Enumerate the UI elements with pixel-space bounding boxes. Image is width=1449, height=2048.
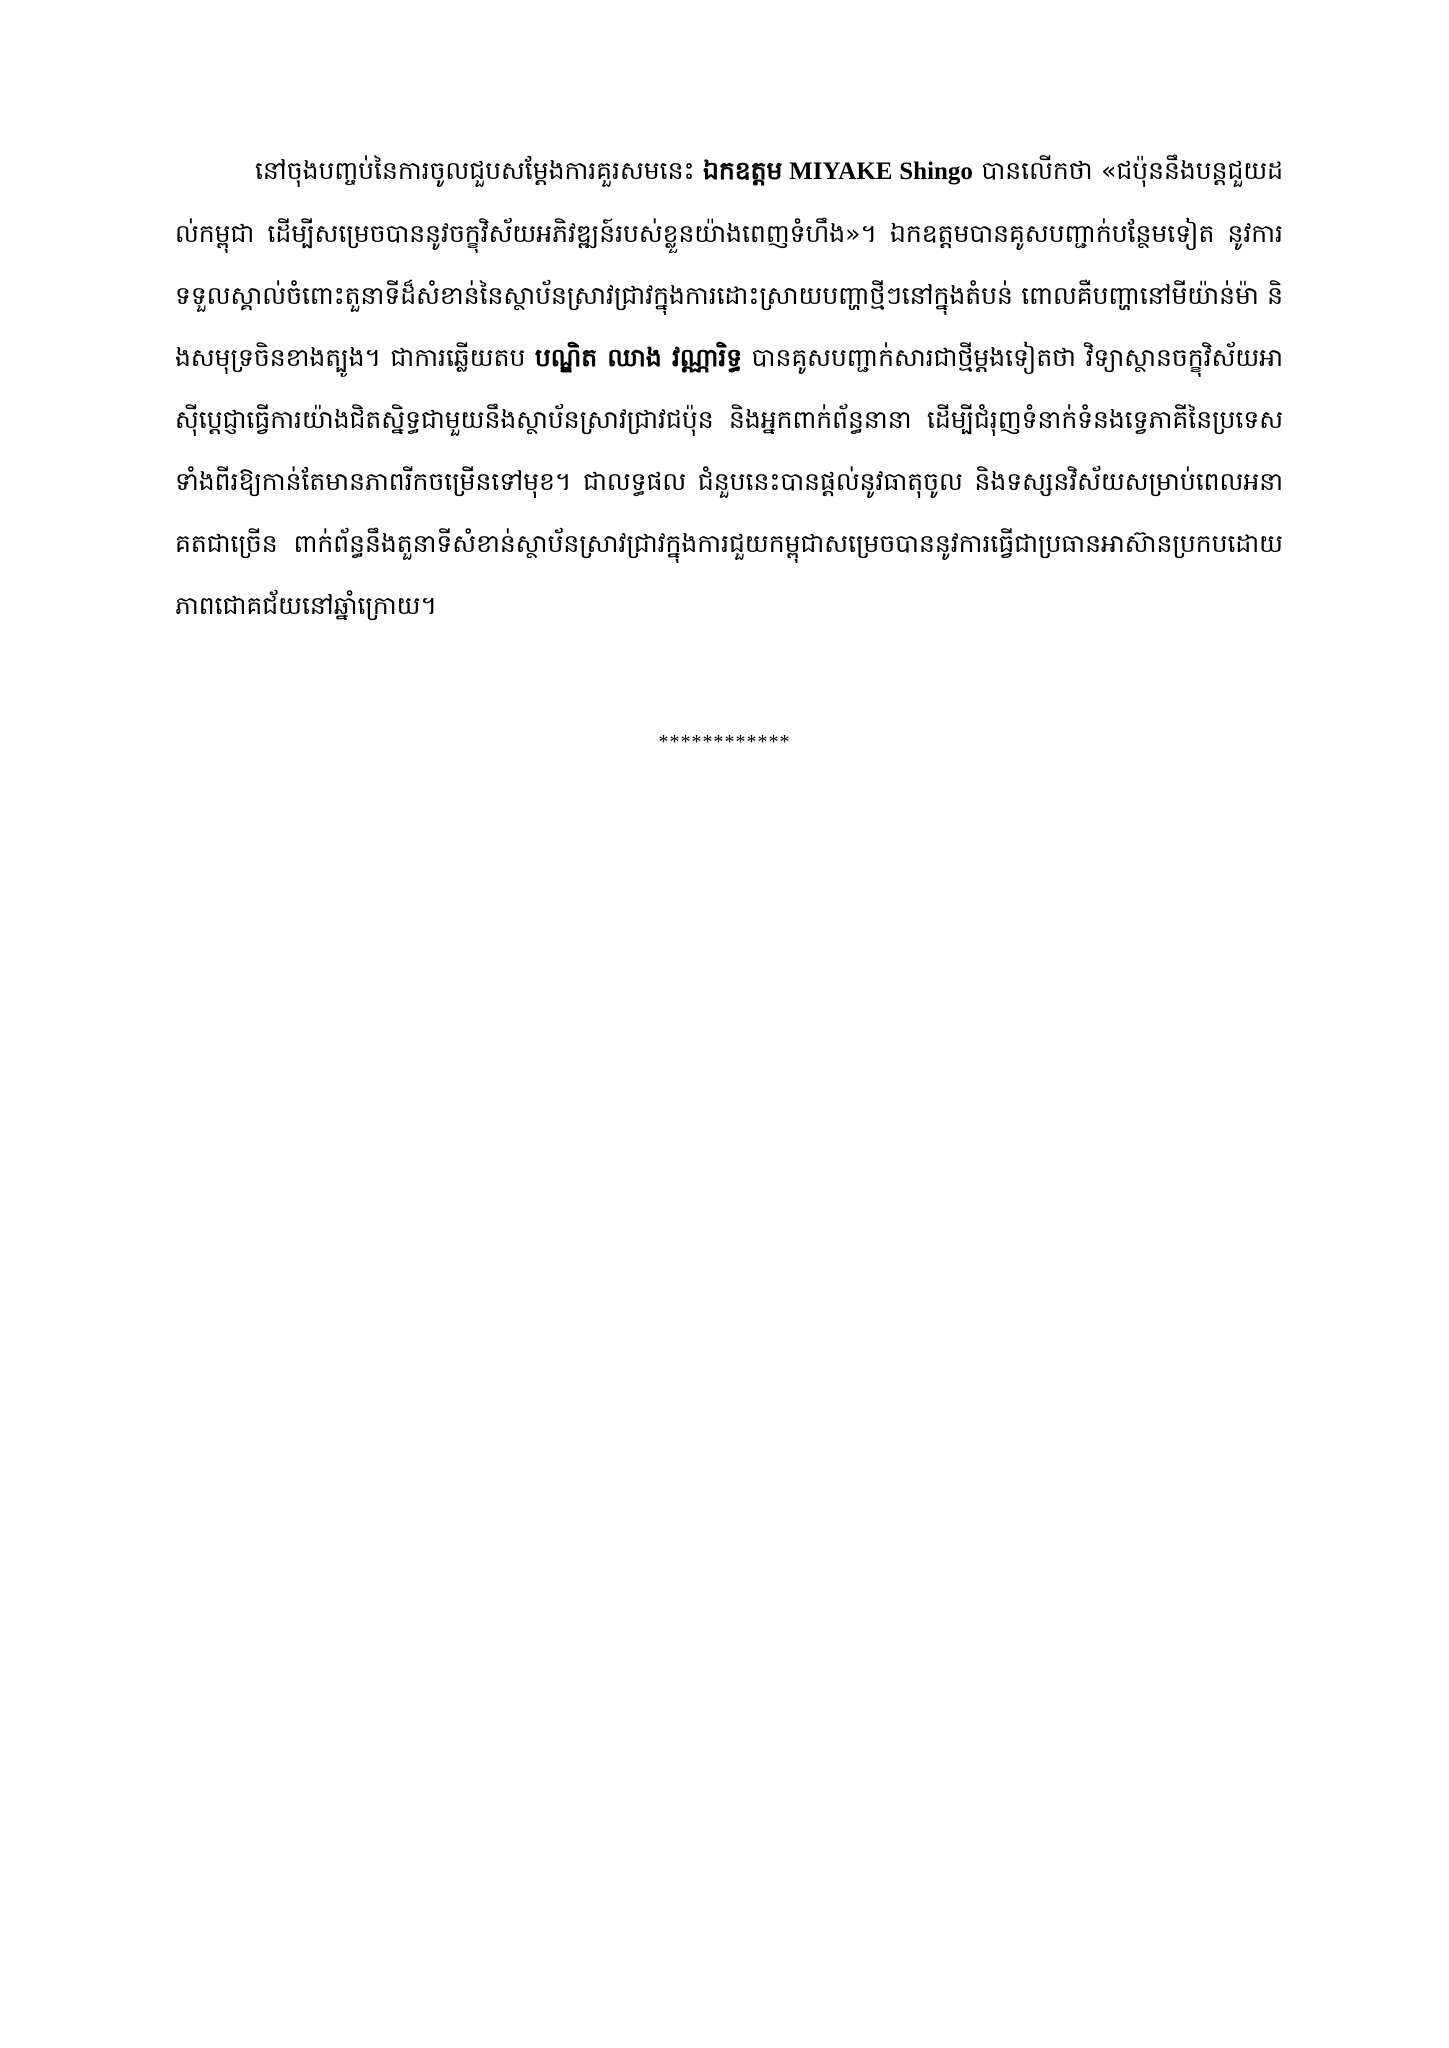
doctor-name: បណ្ឌិត ឈាង វណ្ណារិទ្ធ (534, 343, 743, 372)
paragraph-closing-text: បានគូសបញ្ជាក់សារជាថ្មីម្តងទៀតថា វិទ្យាស្ថានចក្ខុវិស័យអាស៊ីប្តេជ្ញាធ្វើការយ៉ាងជិតស្និទ្ធជាមួយនឹងស្ថាប័នស្រាវជ្រាវជប៉ុន និងអ្នកពាក់ព័ន្ធនានា ដើម្បីជំរុញទំនាក់ទំនងទ្វេភាគីនៃប្រទេសទាំងពីរឱ្យកាន់តែមានភាពរីកចម្រើនទៅមុខ។ ជាលទ្ធផល ជំនួបនេះបានផ្តល់នូវធាតុចូល និងទស្សនវិស័យសម្រាប់ពេលអនាគតជាច្រើន ពាក់ព័ន្ធនឹងតួនាទីសំខាន់ស្ថាប័នស្រាវជ្រាវក្នុងការជួយកម្ពុជាសម្រេចបាននូវការធ្វើជាប្រធានអាស៊ានប្រកបដោយភាពជោគជ័យនៅឆ្នាំក្រោយ។ (175, 343, 1283, 620)
paragraph-intro-text: នៅចុងបញ្ចប់នៃការចូលជួបសម្តែងការគួរសមនេះ (255, 156, 703, 185)
ambassador-title: ឯកឧត្តម (702, 156, 783, 185)
ambassador-name: MIYAKE Shingo (782, 158, 973, 185)
body-paragraph (175, 140, 1283, 637)
section-separator: ************ (658, 731, 791, 753)
paragraph-middle-text: បានលើកថា «ជប៉ុននឹងបន្តជួយដល់កម្ពុជា ដើម្បីសម្រេចបាននូវចក្ខុវិស័យអភិវឌ្ឍន៍របស់ខ្លួនយ៉ាងពេញទំហឹង»។ ឯកឧត្តមបានគូសបញ្ជាក់បន្ថែមទៀត នូវការទទួលស្គាល់ចំពោះតួនាទីដ៏សំខាន់នៃស្ថាប័នស្រាវជ្រាវក្នុងការដោះស្រាយបញ្ហាថ្មីៗនៅក្នុងតំបន់ ពោលគឺបញ្ហានៅមីយ៉ាន់ម៉ា និងសមុទ្រចិនខាងត្បូង។ ជាការឆ្លើយតប (175, 156, 1283, 372)
